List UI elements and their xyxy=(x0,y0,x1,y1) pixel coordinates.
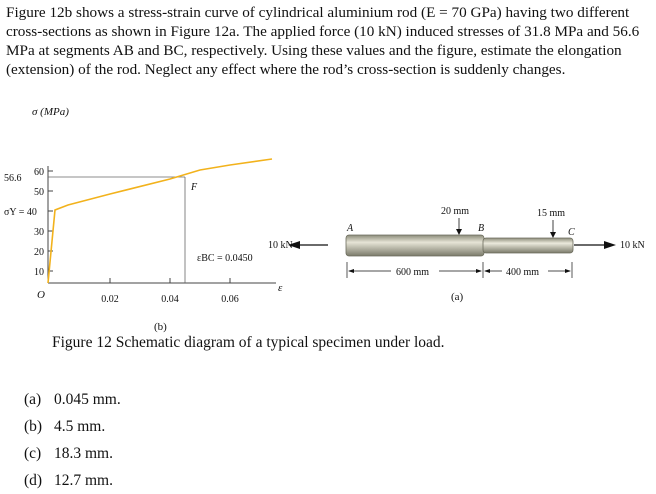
chart-sublabel: (b) xyxy=(154,321,167,333)
point-b-label: B xyxy=(478,223,485,234)
yield-label: σY = 40 xyxy=(4,207,37,218)
x-ticks xyxy=(110,278,230,283)
choice-b[interactable] xyxy=(24,413,121,440)
choice-text: 4.5 mm. xyxy=(54,418,106,435)
point-f-label: F xyxy=(191,182,198,193)
length-ab-label: 600 mm xyxy=(396,267,430,278)
segment-ab xyxy=(346,235,484,256)
figure-caption: Figure 12 Schematic diagram of a typical specimen under load. xyxy=(52,334,445,351)
diameter-ab-label: 20 mm xyxy=(441,206,470,217)
dim-arrowhead xyxy=(348,269,354,273)
x-tick-label: 0.06 xyxy=(221,294,239,305)
choice-label: (d) xyxy=(24,472,43,489)
answer-choices xyxy=(24,386,121,494)
point-c-label: C xyxy=(568,227,575,238)
stress-strain-curve xyxy=(48,159,272,283)
choice-label: (c) xyxy=(24,445,42,462)
diameter-ab-arrowhead xyxy=(456,229,462,235)
dim-arrowhead xyxy=(484,269,490,273)
choice-text: 12.7 mm. xyxy=(54,472,113,489)
choice-label: (b) xyxy=(24,418,43,435)
x-axis-label: ε xyxy=(278,282,283,294)
segment-bc xyxy=(483,238,573,253)
problem-statement: Figure 12b shows a stress-strain curve of cylindrical aluminium rod (E = 70 GPa) having two different cross-sections as shown in Figure 12a. The applied force (10 kN) induced stresses of 31.8 MPa and 56.6 MPa at segments AB and BC, respectively. Using these values and the figure, estimate the elongation (extension) of the rod. Neglect any effect where the rod’s cross-section is suddenly changes. xyxy=(6,4,640,78)
rod-diagram xyxy=(268,206,645,303)
y-tick-label: 30 xyxy=(34,227,44,238)
choice-label: (a) xyxy=(24,391,42,408)
choice-c[interactable] xyxy=(24,440,121,467)
stress-bc-label: 56.6 xyxy=(4,173,22,184)
x-tick-label: 0.02 xyxy=(101,294,119,305)
dim-arrowhead xyxy=(565,269,571,273)
choice-text: 0.045 mm. xyxy=(54,391,121,408)
y-tick-label: 50 xyxy=(34,187,44,198)
diameter-bc-arrowhead xyxy=(550,232,556,238)
choice-d[interactable] xyxy=(24,467,121,494)
choice-text: 18.3 mm. xyxy=(54,445,113,462)
left-force-label: 10 kN xyxy=(268,240,293,251)
choice-a[interactable] xyxy=(24,386,121,413)
right-force-arrowhead xyxy=(604,241,616,249)
rod-sublabel: (a) xyxy=(451,291,464,303)
y-tick-label: 20 xyxy=(34,247,44,258)
stress-strain-chart xyxy=(4,106,283,333)
length-bc-label: 400 mm xyxy=(506,267,540,278)
strain-bc-label: εBC = 0.0450 xyxy=(197,253,253,264)
origin-label: O xyxy=(37,289,45,301)
y-tick-label: 10 xyxy=(34,267,44,278)
y-tick-label: 60 xyxy=(34,167,44,178)
x-tick-label: 0.04 xyxy=(161,294,179,305)
point-a-label: A xyxy=(347,223,354,234)
right-force-label: 10 kN xyxy=(620,240,645,251)
y-axis-label: σ (MPa) xyxy=(32,106,69,118)
dim-arrowhead xyxy=(476,269,482,273)
diameter-bc-label: 15 mm xyxy=(537,208,566,219)
